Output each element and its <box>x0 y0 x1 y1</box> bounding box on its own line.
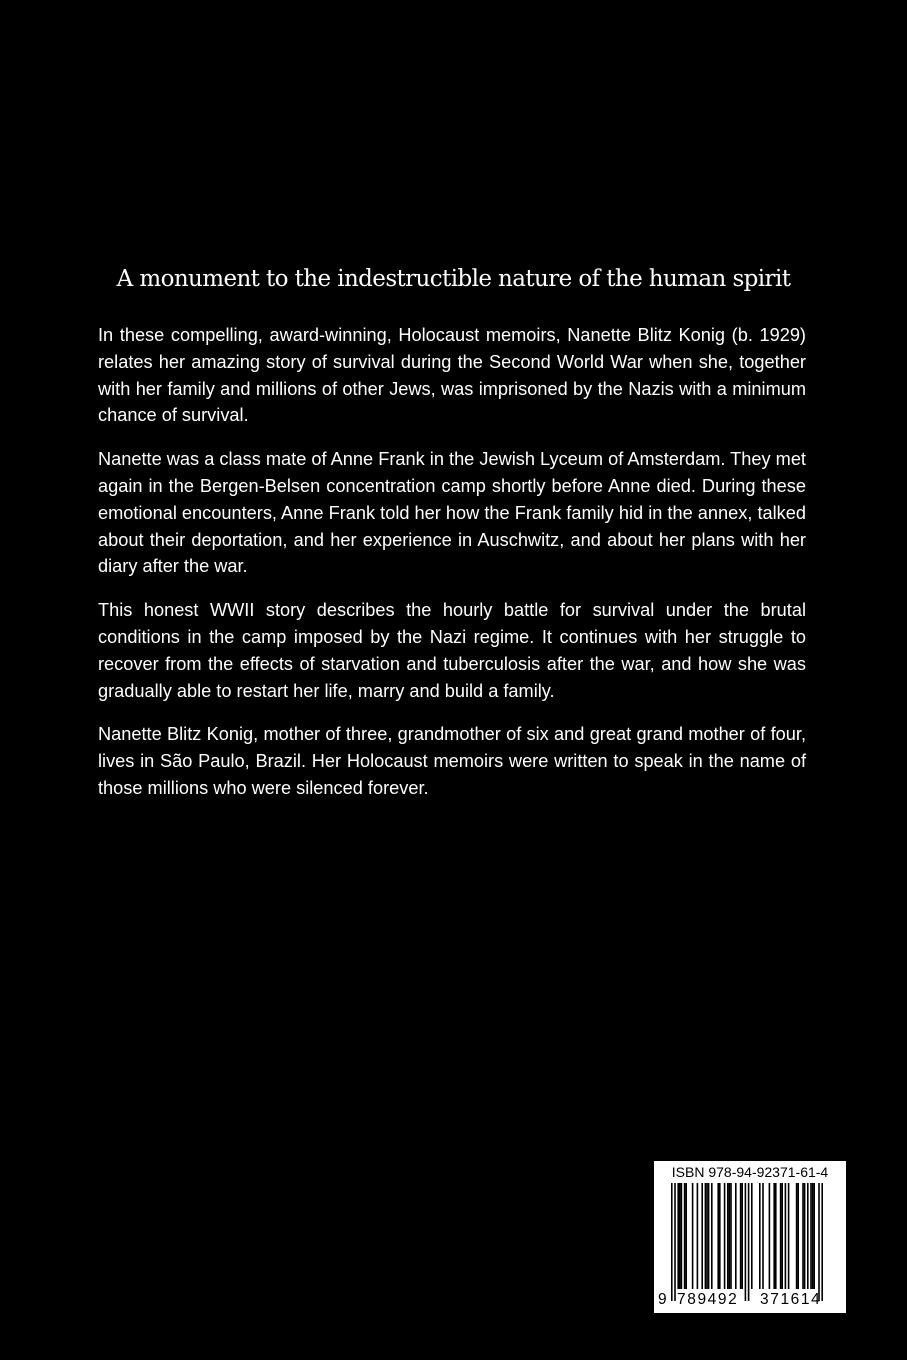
blurb-paragraph-4: Nanette Blitz Konig, mother of three, grandmother of six and great grand mother of four, lives in São Paulo, Brazil. Her Holocaust memoirs were written to speak in the name of those millions who were silenced forever. <box>98 724 806 798</box>
barcode-bar <box>740 1183 742 1289</box>
barcode-bar <box>748 1183 750 1301</box>
blurb-paragraph-2: Nanette was a class mate of Anne Frank in the Jewish Lyceum of Amsterdam. They met again in the Bergen-Belsen concentration camp shortly before Anne died. During these emotional encounters, Anne Frank told her how the Frank family hid in the annex, talked about their deportation, and her experience in Auschwitz, and about her plans with her diary after the war. <box>98 449 806 577</box>
barcode-bar <box>677 1183 679 1289</box>
barcode-bar <box>804 1183 806 1289</box>
blurb <box>98 322 806 819</box>
barcode-bar <box>735 1183 737 1289</box>
barcode-bar <box>788 1183 790 1289</box>
barcode-bar <box>781 1183 783 1289</box>
barcode-bar <box>797 1183 799 1289</box>
barcode-bar <box>751 1183 753 1289</box>
headline: A monument to the indestructible nature of the human spirit <box>116 266 791 292</box>
barcode-bar <box>729 1183 731 1289</box>
blurb-paragraph-3: This honest WWII story describes the hourly battle for survival under the brutal conditions in the camp imposed by the Nazi regime. It continues with her struggle to recover from the effects of starvation and tuberculosis after the war, and how she was gradually able to restart her life, marry and build a family. <box>98 600 806 701</box>
barcode-bar <box>741 1183 743 1289</box>
barcode-bar <box>681 1183 683 1289</box>
barcode-bar <box>818 1183 820 1301</box>
barcode-bar <box>807 1183 809 1289</box>
barcode-bar <box>762 1183 764 1289</box>
barcode-bar <box>724 1183 726 1289</box>
barcode-bar <box>719 1183 721 1289</box>
barcode-bar <box>821 1183 823 1301</box>
barcode-bar <box>796 1183 798 1289</box>
barcode-right-digits: 371614 <box>760 1291 822 1308</box>
barcode-bar <box>759 1183 761 1289</box>
barcode-left-digits: 789492 <box>677 1291 739 1308</box>
barcode-bar <box>711 1183 713 1289</box>
barcode-bar <box>730 1183 732 1289</box>
barcode-bar <box>813 1183 815 1289</box>
barcode-bar <box>727 1183 729 1289</box>
barcode-bar <box>717 1183 719 1289</box>
barcode-bar <box>706 1183 708 1289</box>
barcode-bar <box>674 1183 676 1301</box>
barcode-bar <box>697 1183 699 1289</box>
barcode-first-digit: 9 <box>658 1291 667 1308</box>
barcode-bar <box>701 1183 703 1289</box>
barcode-bar <box>692 1183 694 1289</box>
barcode-bar <box>671 1183 673 1301</box>
blurb-paragraph-1: In these compelling, award-winning, Holocaust memoirs, Nanette Blitz Konig (b. 1929) relates her amazing story of survival during the Second World War when she, together with her family and millions of other Jews, was imprisoned by the Nazis with a minimum chance of survival. <box>98 325 806 426</box>
barcode-bar <box>684 1183 686 1289</box>
barcode-bar <box>780 1183 782 1289</box>
barcode-bar <box>769 1183 771 1289</box>
barcode-bar <box>708 1183 710 1289</box>
barcode-bar <box>745 1183 747 1301</box>
barcode-bar <box>705 1183 707 1289</box>
barcode-bar <box>785 1183 787 1289</box>
barcode-bar <box>802 1183 804 1289</box>
barcode-bar <box>685 1183 687 1289</box>
barcode-bar <box>775 1183 777 1289</box>
barcode-bar <box>773 1183 775 1289</box>
barcode-bar <box>812 1183 814 1289</box>
isbn-label: ISBN 978-94-92371-61-4 <box>671 1164 829 1180</box>
isbn-barcode <box>654 1161 846 1313</box>
barcode-bar <box>679 1183 681 1289</box>
barcode-bar <box>810 1183 812 1289</box>
